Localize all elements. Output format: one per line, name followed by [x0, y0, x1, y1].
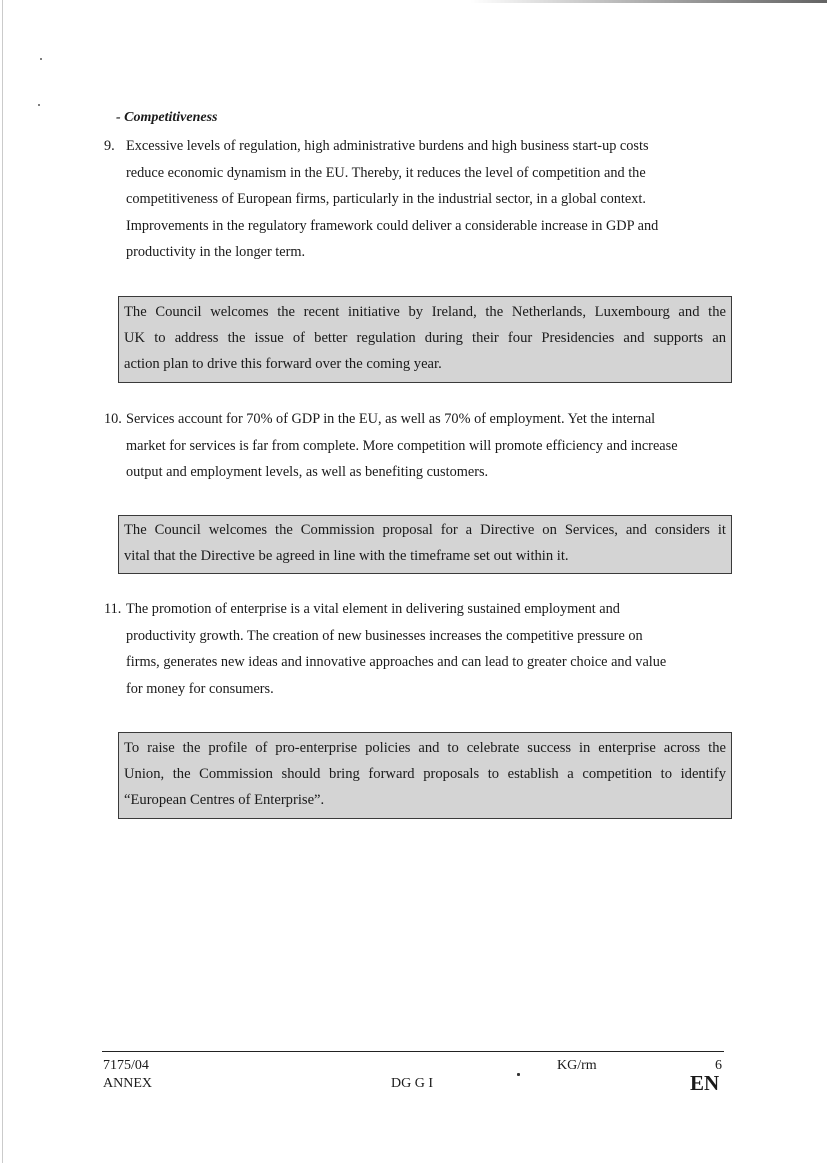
scan-speck [40, 58, 42, 60]
paragraph-line: competitiveness of European firms, particularly in the industrial sector, in a global context. [126, 191, 646, 207]
paragraph-9 [104, 133, 724, 266]
scan-edge-top [470, 0, 827, 3]
paragraph-number: 11. [104, 601, 122, 617]
highlight-line: Union, the Commission should bring forward proposals to establish a competition to identify [124, 766, 726, 782]
paragraph-text [126, 133, 724, 266]
footer-rule [102, 1051, 724, 1052]
footer-page-number: 6 [715, 1058, 722, 1073]
paragraph-text [126, 596, 724, 702]
scan-speck [38, 104, 40, 106]
paragraph-line: reduce economic dynamism in the EU. Thereby, it reduces the level of competition and the [126, 164, 646, 181]
highlight-line: To raise the profile of pro-enterprise policies and to celebrate success in enterprise across the [124, 740, 726, 756]
highlight-line: The Council welcomes the recent initiative by Ireland, the Netherlands, Luxembourg and the [124, 304, 726, 320]
footer-initials: KG/rm [557, 1058, 597, 1073]
scan-speck [517, 1073, 520, 1076]
paragraph-line: Services account for 70% of GDP in the EU, as well as 70% of employment. Yet the internal [126, 411, 656, 427]
paragraph-11 [104, 596, 724, 702]
paragraph-line: output and employment levels, as well as benefiting customers. [126, 464, 489, 480]
paragraph-line: Excessive levels of regulation, high administrative burdens and high business start-up costs [126, 138, 649, 154]
paragraph-10 [104, 406, 724, 486]
paragraph-text [126, 406, 724, 486]
highlight-box [118, 515, 732, 574]
paragraph-line: productivity in the longer term. [126, 244, 306, 260]
footer-doc-number: 7175/04 [103, 1058, 149, 1073]
paragraph-line: for money for consumers. [126, 680, 274, 697]
highlight-line: vital that the Directive be agreed in line with the timeframe set out within it. [124, 548, 569, 564]
paragraph-number: 9. [104, 138, 115, 154]
highlight-line: “European Centres of Enterprise”. [124, 792, 325, 808]
scan-edge-left [2, 0, 3, 1163]
paragraph-line: market for services is far from complete. More competition will promote efficiency and increase [126, 437, 678, 454]
paragraph-line: Improvements in the regulatory framework could deliver a considerable increase in GDP and [126, 217, 659, 234]
section-heading: - Competitiveness [116, 110, 218, 125]
highlight-box [118, 296, 732, 383]
footer-directorate: DG G I [391, 1076, 433, 1091]
footer-annex: ANNEX [103, 1076, 152, 1091]
paragraph-line: firms, generates new ideas and innovative approaches and can lead to greater choice and value [126, 654, 667, 670]
footer-language-code: EN [690, 1071, 720, 1095]
highlight-line: UK to address the issue of better regulation during their four Presidencies and supports an [124, 330, 726, 346]
highlight-box [118, 732, 732, 819]
paragraph-number: 10. [104, 411, 122, 427]
highlight-line: The Council welcomes the Commission proposal for a Directive on Services, and considers it [124, 522, 726, 538]
highlight-line: action plan to drive this forward over the coming year. [124, 356, 442, 372]
paragraph-line: The promotion of enterprise is a vital element in delivering sustained employment and [126, 601, 620, 617]
paragraph-line: productivity growth. The creation of new businesses increases the competitive pressure on [126, 627, 643, 644]
